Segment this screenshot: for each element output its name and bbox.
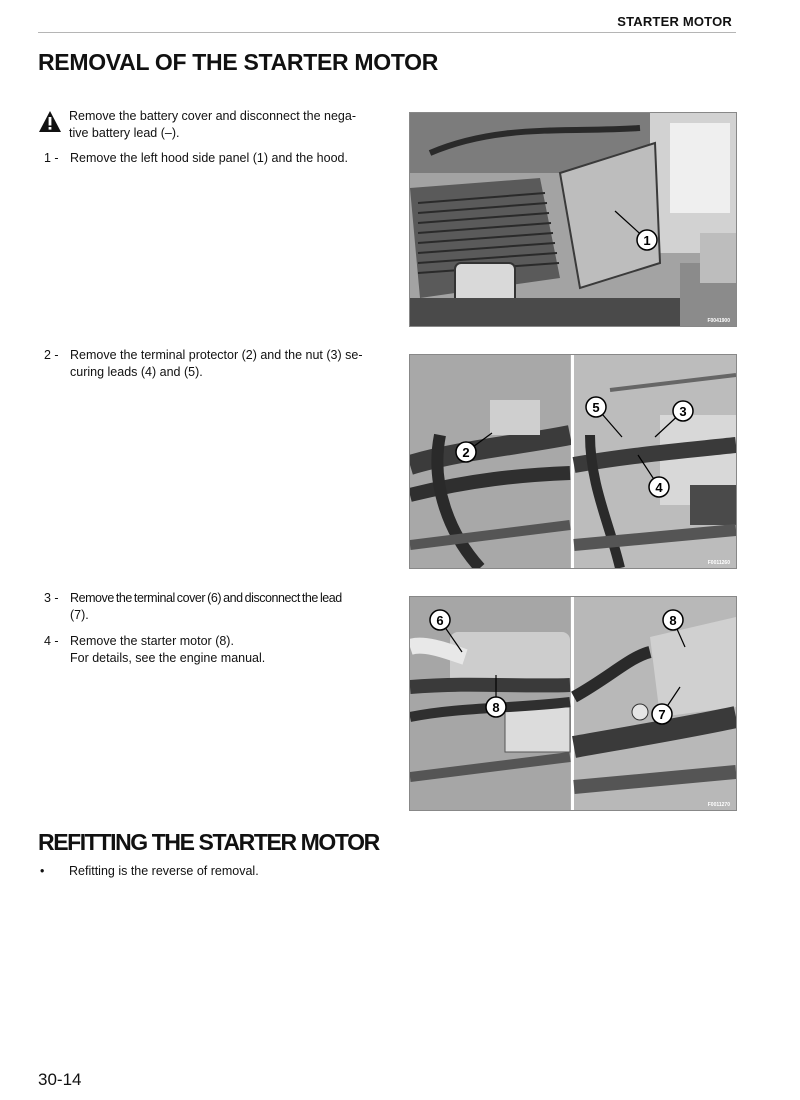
warning-line-1: Remove the battery cover and disconnect the nega- — [69, 109, 356, 123]
step-number: 2 - — [44, 348, 59, 362]
step-text-line: curing leads (4) and (5). — [70, 365, 203, 379]
callout-4: 4 — [655, 480, 663, 495]
header-rule — [38, 32, 736, 33]
step-text-line: Remove the terminal protector (2) and the nut (3) se- — [70, 348, 363, 362]
refitting-title: REFITTING THE STARTER MOTOR — [38, 829, 379, 855]
callout-5: 5 — [592, 400, 600, 415]
step-2 — [44, 347, 382, 381]
step-number: 1 - — [44, 151, 59, 165]
callout-8: 8 — [669, 613, 677, 628]
step-text-line: Remove the starter motor (8). — [70, 634, 234, 648]
step-1 — [44, 150, 382, 167]
refitting-text: Refitting is the reverse of removal. — [69, 864, 259, 878]
bullet: • — [40, 864, 45, 878]
step-3 — [44, 590, 382, 624]
callout-7: 7 — [658, 707, 666, 722]
figure-code: F0011270 — [707, 802, 730, 808]
step-4 — [44, 633, 382, 667]
page-number: 30-14 — [38, 1070, 82, 1089]
figure-terminal-protector-photo — [409, 354, 737, 569]
warning-triangle-icon — [39, 111, 61, 132]
figure-code: F0041900 — [707, 318, 730, 324]
step-number: 4 - — [44, 634, 59, 648]
step-text-line: (7). — [70, 608, 89, 622]
running-head-title: STARTER MOTOR — [617, 14, 732, 29]
figure-code: F0011260 — [707, 560, 730, 566]
callout-2: 2 — [462, 445, 470, 460]
callout-3: 3 — [679, 404, 687, 419]
figure-hood-side-panel-photo — [409, 112, 737, 327]
callout-6: 6 — [436, 613, 444, 628]
step-text: Remove the left hood side panel (1) and the hood. — [70, 151, 348, 165]
figure-starter-motor-photo — [409, 596, 737, 811]
warning-line-2: tive battery lead (–). — [69, 126, 180, 140]
callout-8: 8 — [492, 700, 500, 715]
refitting-bullet-item — [40, 863, 380, 880]
page-title: REMOVAL OF THE STARTER MOTOR — [38, 49, 439, 75]
step-text-line: Remove the terminal cover (6) and disconnect the lead — [70, 591, 342, 605]
step-text-line: For details, see the engine manual. — [70, 651, 266, 665]
warning-text — [69, 108, 381, 142]
callout-1: 1 — [643, 233, 651, 248]
step-number: 3 - — [44, 591, 59, 605]
